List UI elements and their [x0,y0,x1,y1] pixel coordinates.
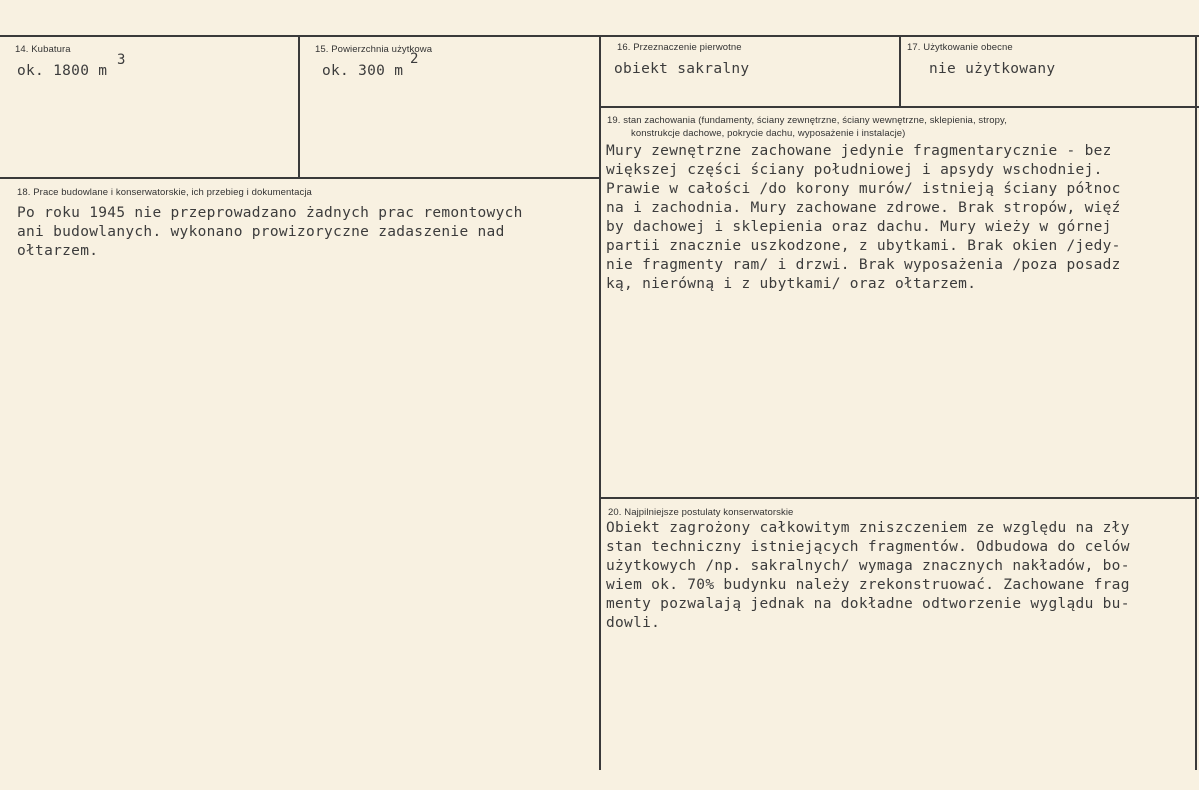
text-line: Mury zewnętrzne zachowane jedynie fragmentarycznie - bez [606,143,1112,159]
powierzchnia-unit-exponent: 2 [410,51,419,67]
stan-zachowania-label-cont: konstrukcje dachowe, pokrycie dachu, wyposażenie i instalacje) [631,128,906,139]
text-line: Prawie w całości /do korony murów/ istnieją ściany północ [606,181,1121,197]
text-line: menty pozwalają jednak na dokładne odtworzenie wyglądu bu- [606,596,1130,612]
divider-col-1 [298,35,300,178]
text-line: dowli. [606,615,661,631]
postulaty-label: 20. Najpilniejsze postulaty konserwatorskie [608,507,794,518]
text-line: użytkowych /np. sakralnych/ wymaga znacznych nakładów, bo- [606,558,1130,574]
text-line: partii znacznie uszkodzone, z ubytkami. Brak okien /jedy- [606,238,1121,254]
text-line: na i zachodnia. Mury zachowane zdrowe. Brak stropów, więź [606,200,1121,216]
kubatura-label: 14. Kubatura [15,44,71,55]
przeznaczenie-value: obiekt sakralny [614,61,750,77]
powierzchnia-value: ok. 300 m [322,63,404,79]
prace-label: 18. Prace budowlane i konserwatorskie, ich przebieg i dokumentacja [17,187,312,198]
text-line: ką, nierówną i z ubytkami/ oraz ołtarzem. [606,276,977,292]
uzytkowanie-label: 17. Użytkowanie obecne [907,42,1013,53]
powierzchnia-label: 15. Powierzchnia użytkowa [315,44,433,55]
text-line: ani budowlanych. wykonano prowizoryczne zadaszenie nad [17,224,505,240]
divider-row-right-1 [600,106,1199,108]
text-line: by dachowej i sklepienia oraz dachu. Mury wieży w górnej [606,219,1112,235]
kubatura-value: ok. 1800 m [17,63,108,79]
uzytkowanie-value: nie użytkowany [929,61,1056,77]
divider-row-right-2 [600,497,1199,499]
text-line: nie fragmenty ram/ i drzwi. Brak wyposażenia /poza posadz [606,257,1121,273]
stan-zachowania-label: 19. stan zachowania (fundamenty, ściany zewnętrzne, ściany wewnętrzne, sklepienia, stropy, [607,115,1007,126]
text-line: stan techniczny istniejących fragmentów. Odbudowa do celów [606,539,1130,555]
divider-center [599,35,601,770]
divider-row-left [0,177,600,179]
text-line: ołtarzem. [17,243,99,259]
text-line: wiem ok. 70% budynku należy zrekonstruować. Zachowane frag [606,577,1130,593]
right-border [1195,35,1197,770]
text-line: Po roku 1945 nie przeprowadzano żadnych prac remontowych [17,205,523,221]
przeznaczenie-label: 16. Przeznaczenie pierwotne [617,42,742,53]
kubatura-unit-exponent: 3 [117,52,126,68]
text-line: większej części ściany południowej i apsydy wschodniej. [606,162,1103,178]
text-line: Obiekt zagrożony całkowitym zniszczeniem ze względu na zły [606,520,1130,536]
divider-col-3 [899,35,901,108]
